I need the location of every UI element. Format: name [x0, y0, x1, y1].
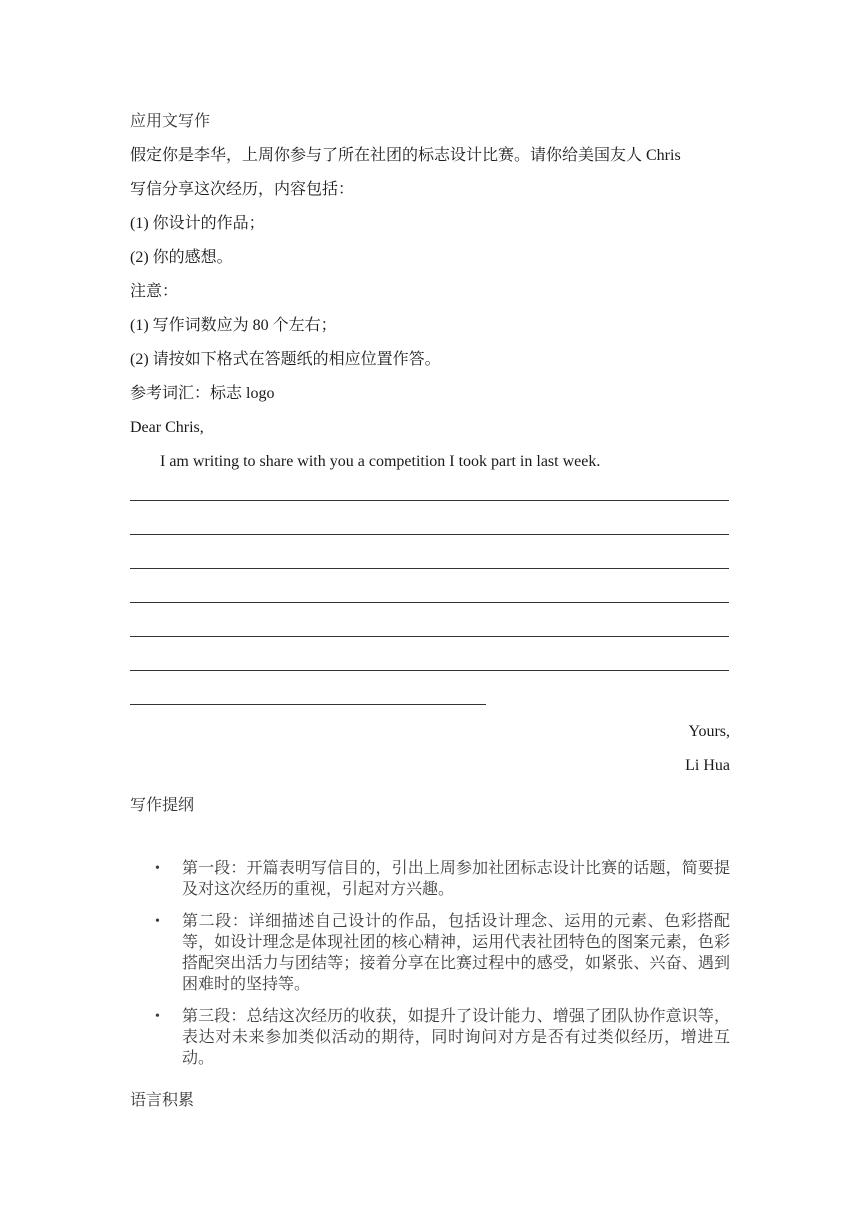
- letter-closing: Yours,: [688, 723, 730, 740]
- letter-opening: I am writing to share with you a competition I took part in last week.: [160, 453, 601, 470]
- outline-item-text: 第一段：开篇表明写信目的，引出上周参加社团标志设计比赛的话题，简要提及对这次经历的重视，引起对方兴趣。: [182, 860, 730, 898]
- outline-item: [130, 911, 730, 995]
- answer-line: [130, 534, 729, 535]
- answer-line: [130, 500, 729, 501]
- content-point-2: (2) 你的感想。: [130, 249, 233, 266]
- content-point-1: (1) 你设计的作品；: [130, 215, 265, 232]
- answer-line: [130, 636, 729, 637]
- bullet-icon: •: [155, 1009, 160, 1024]
- prompt-line-2: 写信分享这次经历，内容包括：: [130, 181, 355, 198]
- outline-item: [130, 858, 730, 900]
- outline-list: [130, 858, 730, 1080]
- outline-item: [130, 1006, 730, 1069]
- answer-line-short: [130, 704, 486, 705]
- bullet-icon: •: [155, 861, 160, 876]
- letter-salutation: Dear Chris,: [130, 419, 204, 436]
- letter-signature: Li Hua: [685, 757, 730, 774]
- outline-item-text: 第二段：详细描述自己设计的作品，包括设计理念、运用的元素、色彩搭配等，如设计理念是体现社团的核心精神，运用代表社团特色的图案元素，色彩搭配突出活力与团结等；接着分享在比赛过程中的感受，如紧张、兴奋、遇到困难时的坚持等。: [182, 913, 730, 993]
- task-heading: 应用文写作: [130, 113, 211, 130]
- prompt-line-1: [130, 146, 730, 166]
- prompt-line-1-text: 假定你是李华，上周你参与了所在社团的标志设计比赛。请你给美国友人 Chris: [130, 147, 681, 164]
- answer-line: [130, 670, 729, 671]
- outline-title: 写作提纲: [130, 797, 195, 814]
- note-2: (2) 请按如下格式在答题纸的相应位置作答。: [130, 351, 441, 368]
- note-1: (1) 写作词数应为 80 个左右；: [130, 317, 337, 334]
- outline-item-text: 第三段：总结这次经历的收获，如提升了设计能力、增强了团队协作意识等，表达对未来参加类似活动的期待，同时询问对方是否有过类似经历，增进互动。: [182, 1008, 730, 1067]
- answer-line: [130, 568, 729, 569]
- vocabulary-hint: 参考词汇：标志 logo: [130, 385, 275, 402]
- bullet-icon: •: [155, 914, 160, 929]
- answer-line: [130, 602, 729, 603]
- note-label: 注意：: [130, 283, 179, 300]
- language-title: 语言积累: [130, 1092, 195, 1109]
